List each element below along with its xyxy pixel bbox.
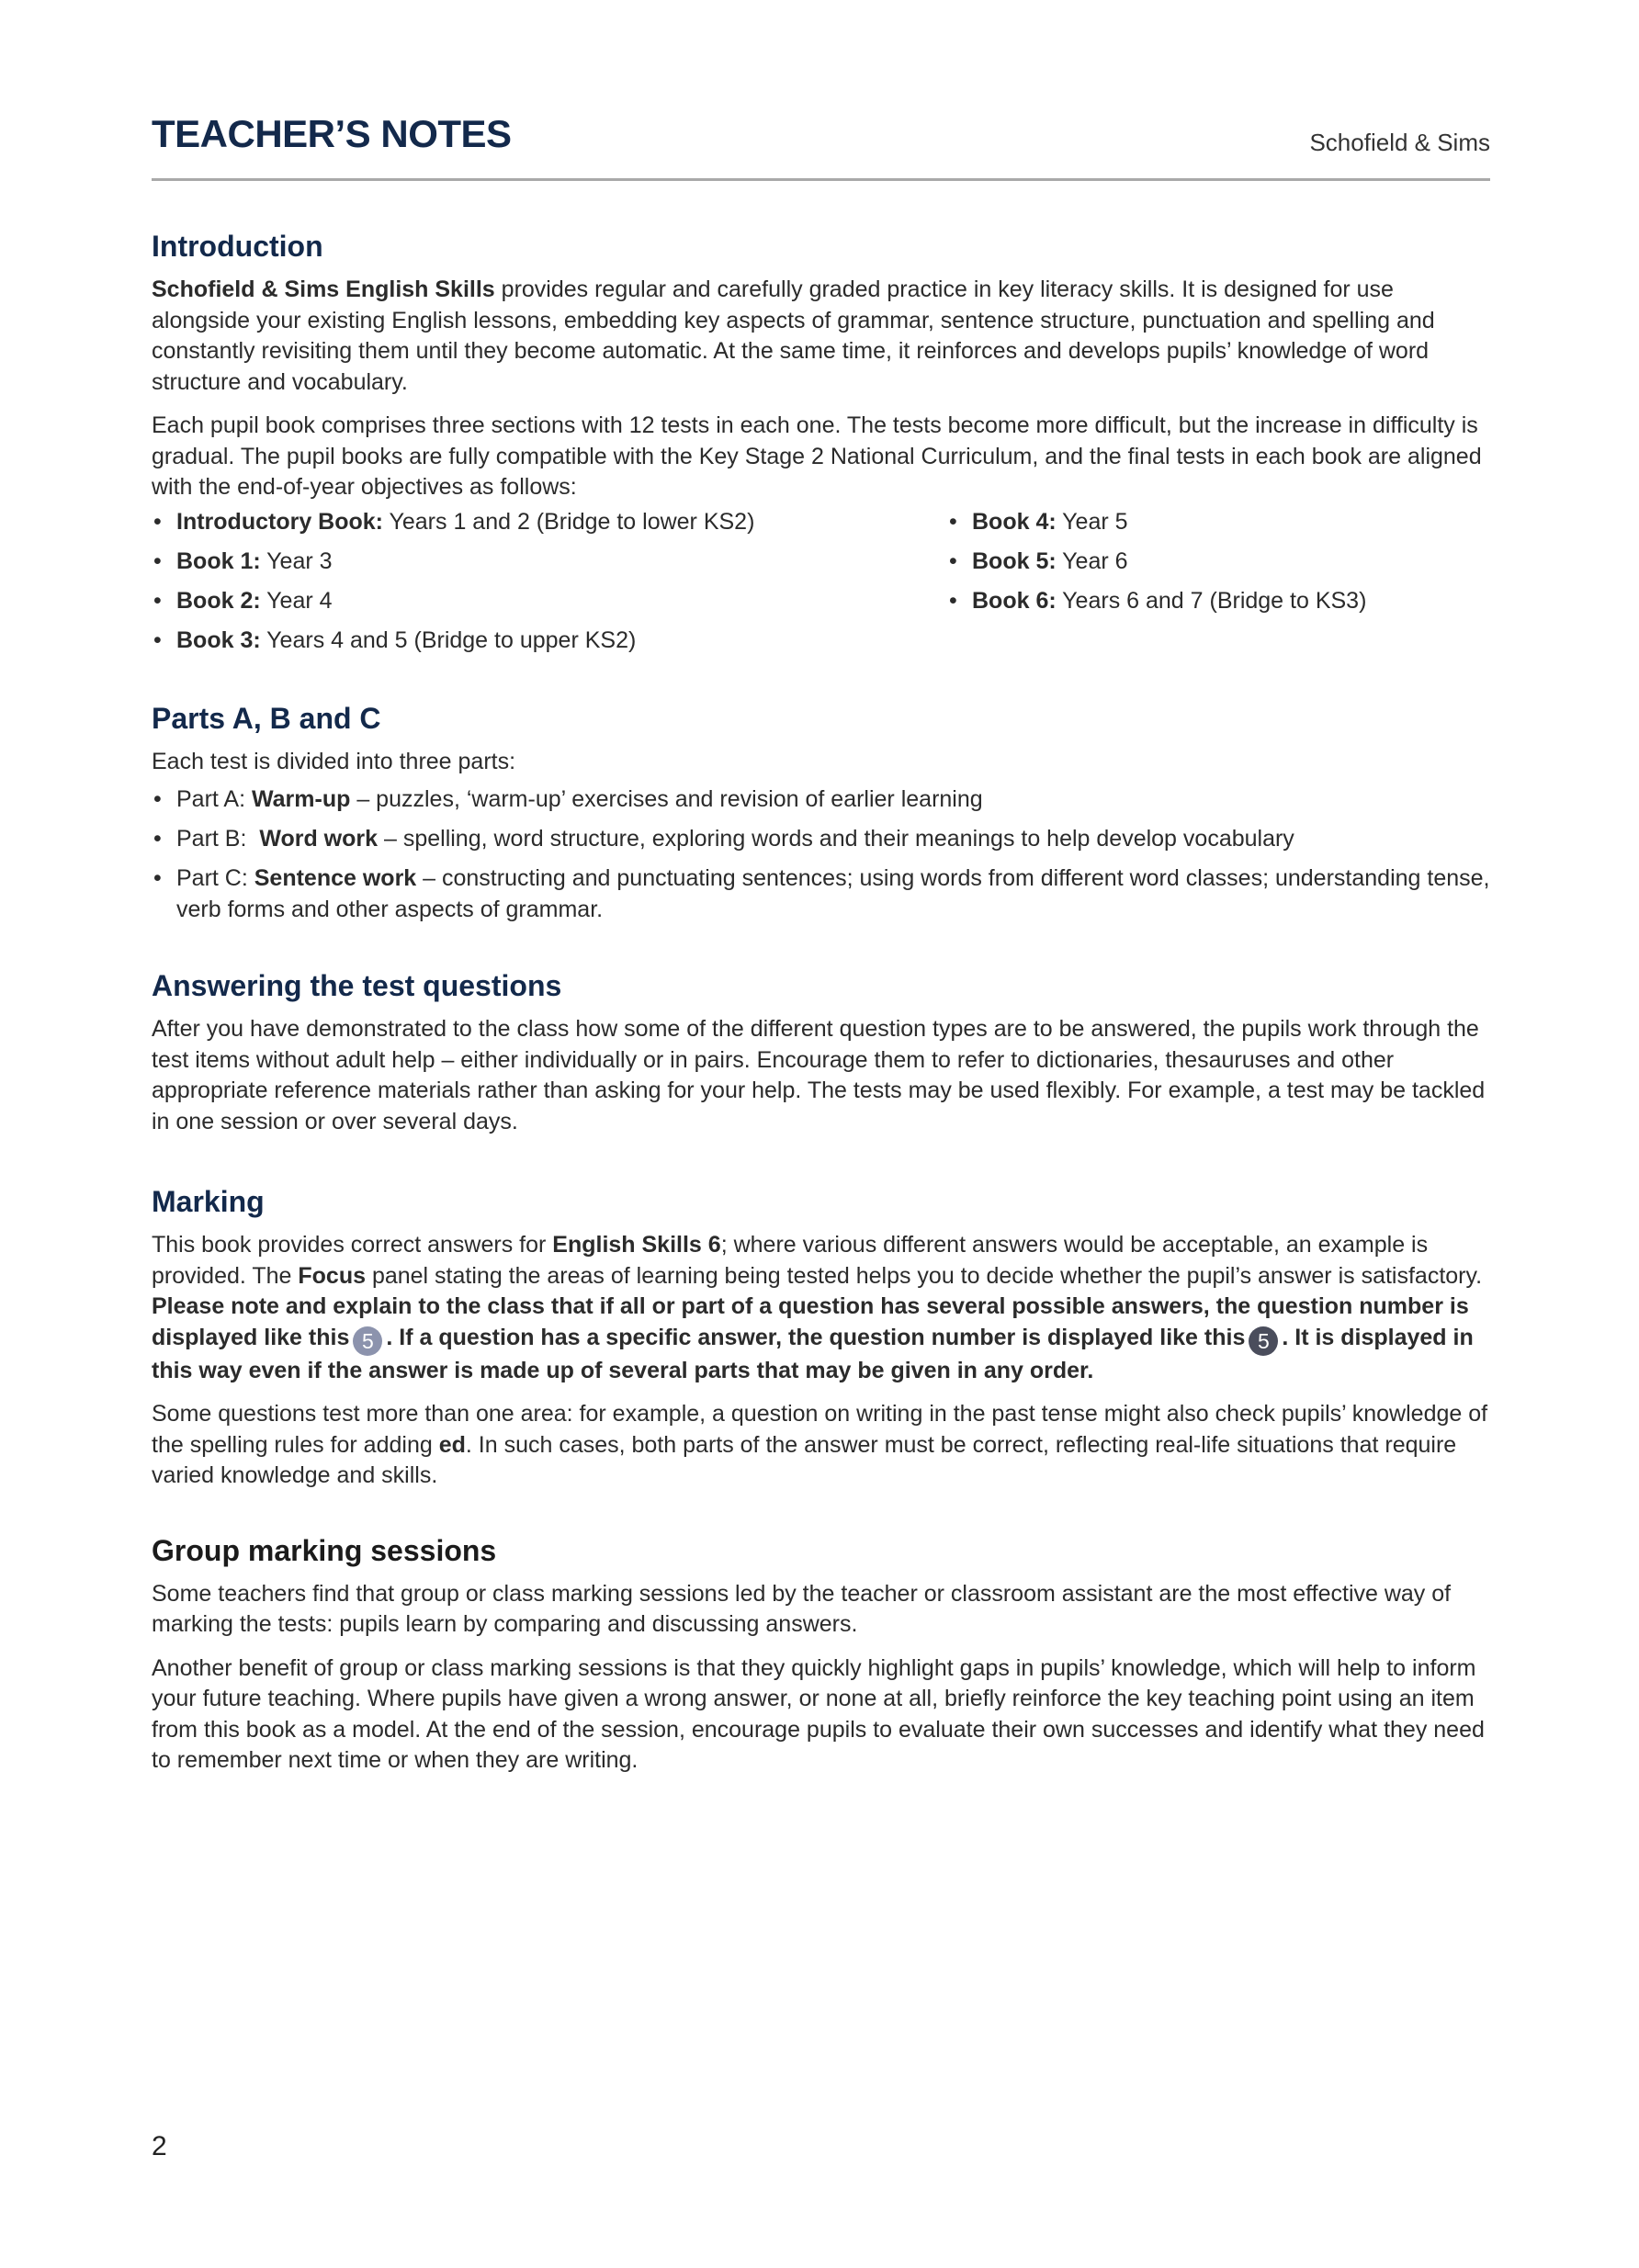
book-item: • Book 6: Years 6 and 7 (Bridge to KS3)	[947, 586, 1490, 617]
introduction-section	[152, 230, 1490, 665]
book-list-left	[152, 507, 947, 665]
introduction-paragraph-1: Schofield & Sims English Skills provides regular and carefully graded practice in key literacy skills. It is designed for use alongside your existing English lessons, embedding key aspects of grammar, sentence structure, punctuation and spelling and constantly revisiting them until they become automatic. At the same time, it reinforces and develops pupils’ knowledge of word structure and vocabulary.	[152, 276, 1435, 395]
question-number-multiple-answers: 5	[353, 1326, 382, 1356]
introduction-heading: Introduction	[152, 230, 323, 263]
group-marking-paragraph-2: Another benefit of group or class marking sessions is that they quickly highlight gaps in pupils’ knowledge, which will help to inform your future teaching. Where pupils have given a wrong answer, or none at all, briefly reinforce the key teaching point using an item from this book as a model. At the end of the session, encourage pupils to evaluate their own successes and identify what they need to remember next time or when they are writing.	[152, 1654, 1485, 1773]
parts-intro: Each test is divided into three parts:	[152, 748, 516, 774]
book-item: • Book 4: Year 5	[947, 507, 1490, 538]
parts-list	[152, 784, 1490, 925]
group-marking-section	[152, 1534, 1490, 1777]
main-content	[152, 230, 1490, 1832]
book-item: • Book 5: Year 6	[947, 547, 1490, 578]
marking-section	[152, 1185, 1490, 1492]
book-item: • Book 1: Year 3	[152, 547, 947, 578]
book-item: • Book 3: Years 4 and 5 (Bridge to upper KS2)	[152, 626, 947, 657]
question-number-specific-answer: 5	[1249, 1326, 1278, 1356]
book-list	[152, 507, 1490, 665]
answering-heading: Answering the test questions	[152, 969, 562, 1002]
part-item: • Part C: Sentence work – constructing and punctuating sentences; using words from different word classes; understanding tense, verb forms and other aspects of grammar.	[152, 863, 1490, 925]
parts-heading: Parts A, B and C	[152, 701, 381, 735]
publisher-name: Schofield & Sims	[1309, 129, 1490, 156]
answering-section	[152, 969, 1490, 1137]
marking-paragraph-2: Some questions test more than one area: for example, a question on writing in the past tense might also check pupils’ knowledge of the spelling rules for adding ed. In such cases, both parts of the answer must be correct, reflecting real-life situations that require varied knowledge and skills.	[152, 1401, 1488, 1488]
book-item: • Introductory Book: Years 1 and 2 (Bridge to lower KS2)	[152, 507, 947, 538]
marking-heading: Marking	[152, 1185, 265, 1218]
group-marking-paragraph-1: Some teachers find that group or class marking sessions led by the teacher or classroom assistant are the most effective way of marking the tests: pupils learn by comparing and discussing answers.	[152, 1580, 1452, 1637]
page-header	[152, 108, 1490, 181]
parts-section	[152, 702, 1490, 926]
page-number: 2	[152, 2131, 167, 2161]
group-marking-heading: Group marking sessions	[152, 1533, 497, 1567]
part-item: • Part B: Word work – spelling, word structure, exploring words and their meanings to help develop vocabulary	[152, 824, 1490, 855]
answering-paragraph: After you have demonstrated to the class how some of the different question types are to be answered, the pupils work through the test items without adult help – either individually or in pairs. Encourage them to refer to dictionaries, thesauruses and other appropriate reference materials rather than asking for your help. The tests may be used flexibly. For example, a test may be tackled in one session or over several days.	[152, 1016, 1486, 1134]
book-list-right	[947, 507, 1490, 665]
series-name: Schofield & Sims English Skills	[152, 276, 495, 302]
page-title: TEACHER’S NOTES	[152, 112, 512, 155]
part-item: • Part A: Warm-up – puzzles, ‘warm-up’ exercises and revision of earlier learning	[152, 784, 1490, 816]
book-item: • Book 2: Year 4	[152, 586, 947, 617]
marking-paragraph-1: This book provides correct answers for English Skills 6; where various different answers would be acceptable, an example is provided. The Focus panel stating the areas of learning being tested helps you to decide whether the pupil’s answer is satisfactory. Please note and explain to the class that if all or part of a question has several possible answers, the question number is displayed like this 5 . If a question has a specific answer, the question number is displayed like this 5 . It is displayed in this way even if the answer is made up of several parts that may be given in any order.	[152, 1232, 1483, 1383]
introduction-paragraph-2: Each pupil book comprises three sections with 12 tests in each one. The tests become more difficult, but the increase in difficulty is gradual. The pupil books are fully compatible with the Key Stage 2 National Curriculum, and the final tests in each book are aligned with the end-of-year objectives as follows:	[152, 412, 1482, 500]
